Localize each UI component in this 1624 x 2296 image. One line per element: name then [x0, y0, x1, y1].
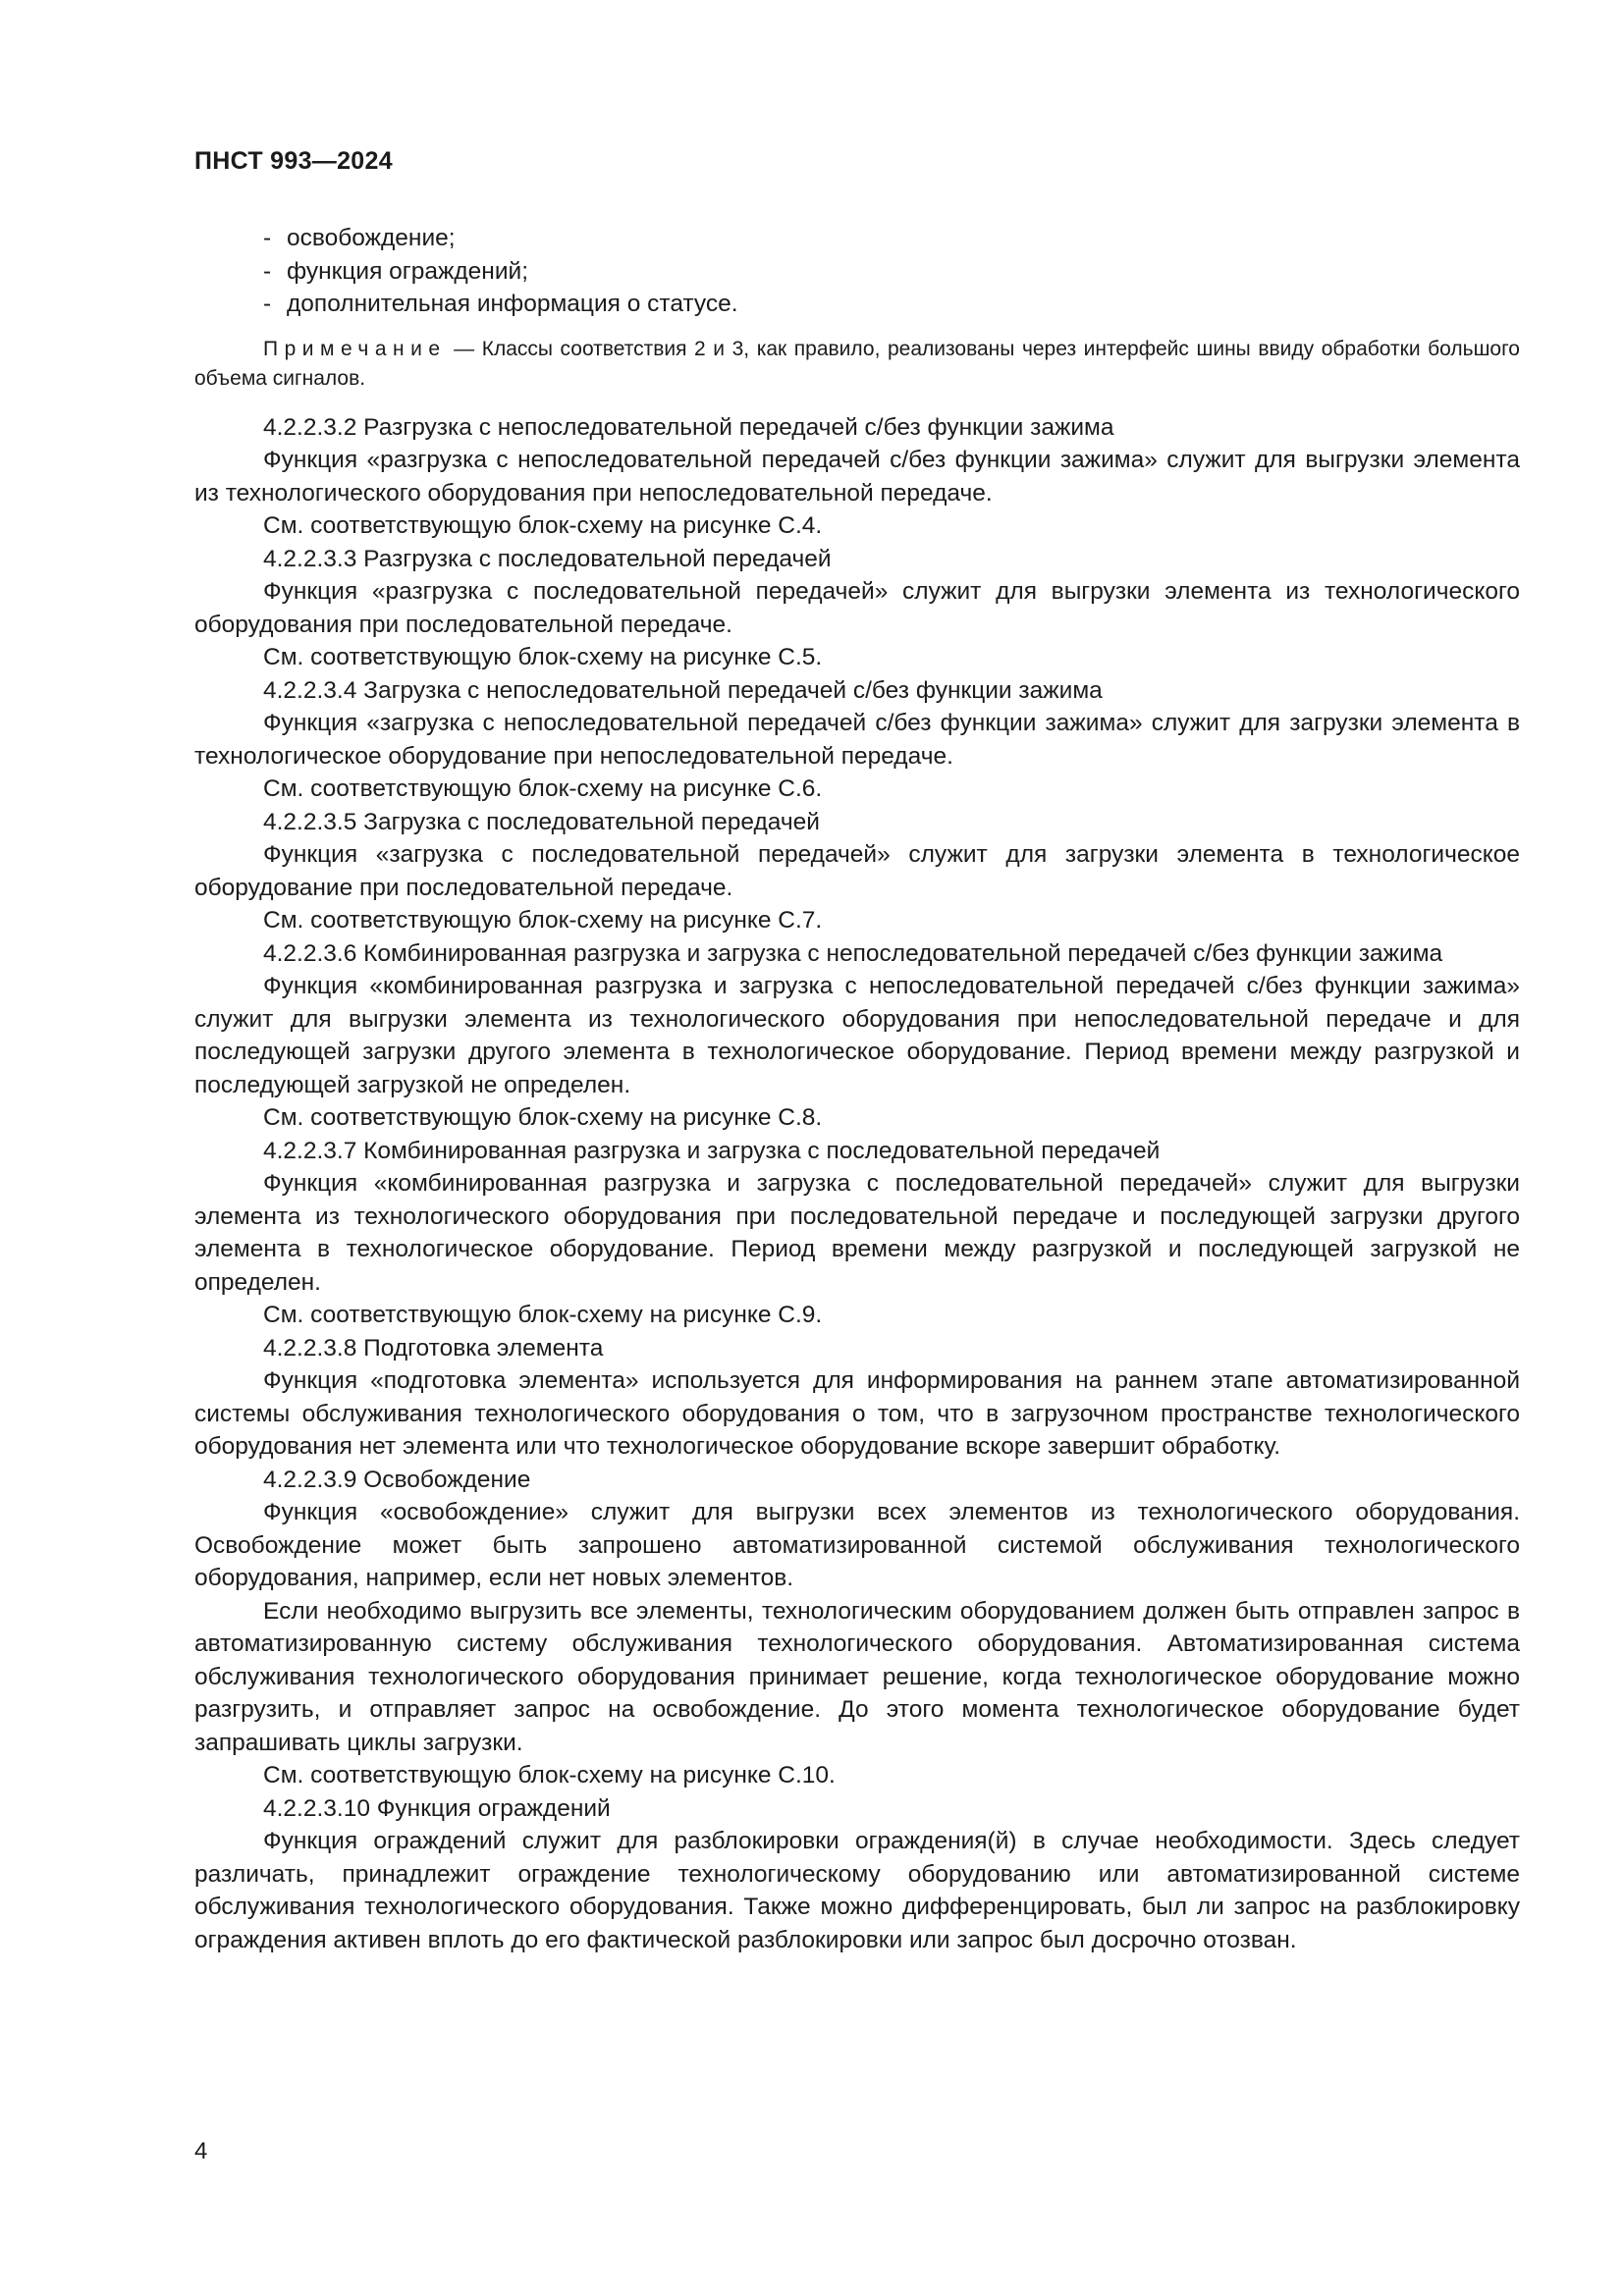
document-id: ПНСТ 993—2024 — [194, 147, 393, 175]
figure-reference: См. соответствующую блок-схему на рисунке С.4. — [263, 512, 823, 539]
paragraph: Функция «загрузка с последовательной передачей» служит для загрузки элемента в технологическое оборудование при последовательной передаче. — [194, 841, 1520, 901]
paragraph: Функция «комбинированная разгрузка и загрузка с непоследовательной передачей с/без функции зажима» служит для выгрузки элемента из технологического оборудования при непоследовательной передаче и для последующей загрузки другого элемента в технологическое оборудование. Период времени между разгрузкой и последующей загрузкой не определен. — [194, 973, 1520, 1098]
paragraph: Функция ограждений служит для разблокировки ограждения(й) в случае необходимости. Здесь следует различать, принадлежит ограждение технологическому оборудованию или автоматизированной системе обслуживания технологического оборудования. Также можно дифференцировать, был ли запрос на разблокировку ограждения активен вплоть до его фактической разблокировки или запрос был досрочно отозван. — [194, 1828, 1520, 1953]
note-label: Примечание — [263, 337, 447, 360]
page-number: 4 — [194, 2138, 208, 2164]
section-heading-4-2-2-3-4: 4.2.2.3.4 Загрузка с непоследовательной передачей с/без функции зажима — [263, 676, 1103, 704]
figure-reference: См. соответствующую блок-схему на рисунке С.5. — [263, 644, 823, 670]
list-item: - дополнительная информация о статусе. — [263, 291, 738, 317]
paragraph: Функция «разгрузка с последовательной передачей» служит для выгрузки элемента из технологического оборудования при последовательной передаче. — [194, 578, 1520, 638]
paragraph: Функция «разгрузка с непоследовательной передачей с/без функции зажима» служит для выгрузки элемента из технологического оборудования при непоследовательной передаче. — [194, 447, 1520, 507]
section-heading-4-2-2-3-10: 4.2.2.3.10 Функция ограждений — [263, 1794, 611, 1822]
paragraph: Функция «комбинированная разгрузка и загрузка с последовательной передачей» служит для выгрузки элемента из технологического оборудования при последовательной передаче и последующей загрузки другого элемента в технологическое оборудование. Период времени между разгрузкой и последующей загрузкой не определен. — [194, 1170, 1520, 1296]
note — [194, 335, 1520, 394]
list-item: - функция ограждений; — [263, 257, 529, 285]
body-text — [194, 222, 1520, 1956]
figure-reference: См. соответствующую блок-схему на рисунке С.9. — [263, 1302, 823, 1328]
paragraph: Если необходимо выгрузить все элементы, технологическим оборудованием должен быть отправлен запрос в автоматизированную систему обслуживания технологического оборудования. Автоматизированная система обслуживания технологического оборудования принимает решение, когда технологическое оборудование можно разгрузить, и отправляет запрос на освобождение. До этого момента технологическое оборудование будет запрашивать циклы загрузки. — [194, 1597, 1520, 1756]
paragraph: Функция «подготовка элемента» используется для информирования на раннем этапе автоматизированной системы обслуживания технологического оборудования о том, что в загрузочном пространстве технологического оборудования нет элемента или что технологическое оборудование вскоре завершит обработку. — [194, 1367, 1520, 1460]
list-item: - освобождение; — [263, 225, 456, 251]
figure-reference: См. соответствующую блок-схему на рисунке С.6. — [263, 775, 823, 802]
section-heading-4-2-2-3-7: 4.2.2.3.7 Комбинированная разгрузка и загрузка с последовательной передачей — [263, 1137, 1161, 1164]
figure-reference: См. соответствующую блок-схему на рисунке С.7. — [263, 907, 823, 934]
note-text: — Классы соответствия 2 и 3, как правило, реализованы через интерфейс шины ввиду обработки большого объема сигналов. — [194, 337, 1520, 390]
figure-reference: См. соответствующую блок-схему на рисунке С.10. — [263, 1762, 836, 1789]
paragraph: Функция «загрузка с непоследовательной передачей с/без функции зажима» служит для загрузки элемента в технологическое оборудование при непоследовательной передаче. — [194, 710, 1520, 770]
section-heading-4-2-2-3-3: 4.2.2.3.3 Разгрузка с последовательной передачей — [263, 545, 832, 572]
section-heading-4-2-2-3-8: 4.2.2.3.8 Подготовка элемента — [263, 1334, 604, 1362]
section-heading-4-2-2-3-6: 4.2.2.3.6 Комбинированная разгрузка и загрузка с непоследовательной передачей с/без функции зажима — [263, 939, 1443, 967]
figure-reference: См. соответствующую блок-схему на рисунке С.8. — [263, 1104, 823, 1131]
section-heading-4-2-2-3-9: 4.2.2.3.9 Освобождение — [263, 1466, 531, 1493]
paragraph: Функция «освобождение» служит для выгрузки всех элементов из технологического оборудования. Освобождение может быть запрошено автоматизированной системой обслуживания технологического оборудования, например, если нет новых элементов. — [194, 1499, 1520, 1591]
section-heading-4-2-2-3-5: 4.2.2.3.5 Загрузка с последовательной передачей — [263, 808, 820, 835]
section-heading-4-2-2-3-2: 4.2.2.3.2 Разгрузка с непоследовательной передачей с/без функции зажима — [263, 413, 1114, 441]
